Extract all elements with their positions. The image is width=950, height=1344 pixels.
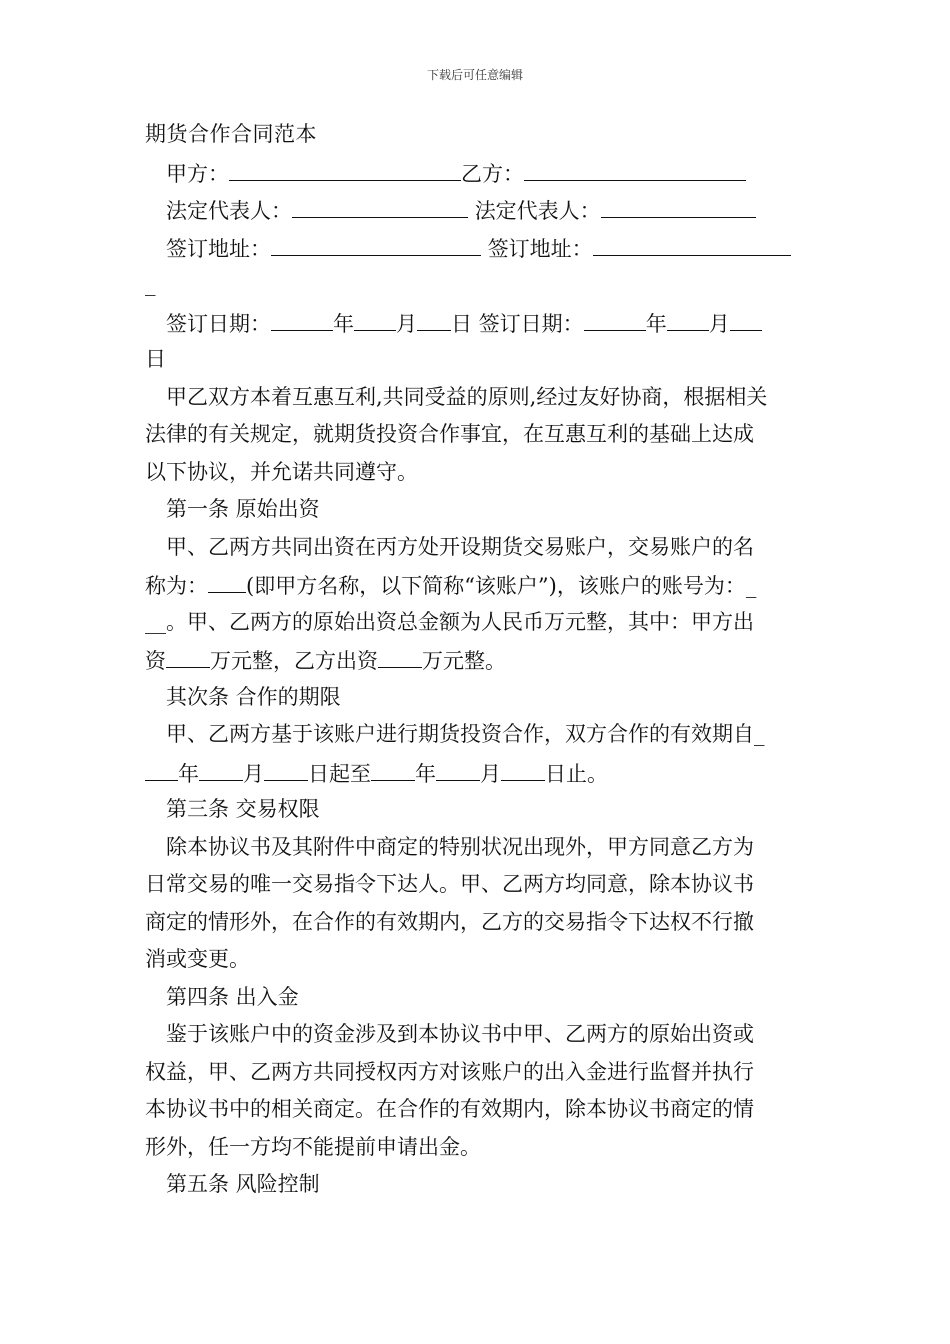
end-year-blank: [371, 754, 415, 781]
article-3-heading: 第三条 交易权限: [166, 797, 320, 821]
party-b-label: 乙方：: [461, 161, 524, 186]
date-a-year: 年: [333, 311, 354, 336]
article-3-line-4: 消或变更。: [145, 947, 250, 971]
article-3-line-2: 日常交易的唯一交易指令下达人。甲、乙两方均同意，除本协议书: [145, 872, 754, 896]
date-a-label: 签订日期：: [166, 311, 271, 336]
date-b-year-blank: [584, 304, 646, 331]
date-b-label: 签订日期：: [478, 311, 584, 336]
date-b-month: 月: [708, 311, 730, 336]
date-b-year: 年: [645, 311, 667, 336]
article-4-line-2: 权益，甲、乙两方共同授权丙方对该账户的出入金进行监督并执行: [145, 1059, 754, 1084]
end-month-blank: [436, 754, 480, 781]
article-5-heading: 第五条 风险控制: [166, 1172, 320, 1196]
date-a-day-blank: [417, 304, 451, 331]
end-month: 月: [480, 761, 501, 786]
document-title: 期货合作合同范本: [145, 122, 317, 146]
header-note: 下载后可任意编辑: [426, 68, 523, 82]
intro-line-2: 法律的有关规定，就期货投资合作事宜，在互惠互利的基础上达成: [145, 422, 754, 446]
date-wrap: 日: [145, 347, 166, 371]
article-4-line-3: 本协议书中的相关商定。在合作的有效期内，除本协议书商定的情: [145, 1097, 754, 1121]
date-a-month: 月: [396, 311, 417, 336]
addr-b-blank: [593, 229, 791, 256]
start-year-blank: [145, 754, 178, 781]
article-4-heading: 第四条 出入金: [166, 984, 299, 1009]
article-4-line-1: 鉴于该账户中的资金涉及到本协议书中甲、乙两方的原始出资或: [166, 1022, 754, 1046]
article-4-line-4: 形外，任一方均不能提前申请出金。: [145, 1134, 481, 1159]
date-a-year-blank: [271, 304, 333, 331]
start-year: 年: [178, 761, 199, 786]
article-1-line-1: 甲、乙两方共同出资在丙方处开设期货交易账户，交易账户的名: [166, 534, 754, 559]
start-day-blank: [264, 754, 308, 781]
contribution-a-label: 资: [145, 649, 166, 673]
article-2-line-1: 甲、乙两方基于该账户进行期货投资合作，双方合作的有效期自_: [166, 722, 765, 746]
date-a-month-blank: [354, 304, 396, 331]
contribution-b-blank: [378, 641, 422, 668]
rep-a-label: 法定代表人：: [166, 199, 292, 223]
account-name-text: (即甲方名称，以下简称“该账户”)，该账户的账号为：_: [246, 574, 757, 598]
address-line: [145, 229, 810, 267]
intro-line-3: 以下协议，并允诺共同遵守。: [145, 459, 418, 484]
start-month: 月: [243, 761, 264, 786]
article-2-line-2: [145, 754, 810, 792]
party-b-blank: [524, 154, 746, 181]
start-day-text: 日起至: [308, 761, 371, 786]
intro-line-1: 甲乙双方本着互惠互利,共同受益的原则,经过友好协商，根据相关: [166, 384, 768, 409]
address-wrap: _: [145, 272, 156, 296]
date-b-month-blank: [667, 304, 709, 331]
party-a-blank: [229, 154, 461, 181]
rep-b-blank: [601, 191, 756, 218]
end-day-text: 日止。: [545, 761, 608, 786]
contribution-a-blank: [166, 641, 210, 668]
date-a-day: 日: [451, 311, 472, 336]
rep-a-blank: [292, 191, 468, 218]
addr-a-blank: [271, 229, 481, 256]
representative-line: [145, 191, 810, 229]
account-name-blank: [208, 566, 246, 593]
article-3-line-1: 除本协议书及其附件中商定的特别状况出现外，甲方同意乙方为: [166, 834, 754, 859]
article-1-line-4: [145, 641, 810, 679]
article-1-line-2: [145, 566, 810, 604]
contribution-end: 万元整。: [422, 649, 506, 673]
contribution-b-label: 万元整，乙方出资: [210, 649, 378, 673]
article-3-line-3: 商定的情形外，在合作的有效期内，乙方的交易指令下达权不行撤: [145, 909, 754, 934]
document-body: [145, 116, 810, 1204]
article-1-line-3: __。甲、乙两方的原始出资总金额为人民币万元整，其中：甲方出: [145, 609, 754, 634]
article-1-heading: 第一条 原始出资: [166, 497, 320, 521]
addr-a-label: 签订地址：: [166, 236, 271, 261]
account-name-label: 称为：: [145, 574, 208, 598]
start-month-blank: [199, 754, 243, 781]
party-line: [145, 154, 810, 192]
addr-b-label: 签订地址：: [487, 236, 593, 261]
date-b-day-blank: [730, 304, 762, 331]
article-2-heading: 其次条 合作的期限: [166, 684, 341, 709]
party-a-label: 甲方：: [166, 161, 229, 186]
end-year: 年: [415, 761, 436, 786]
rep-b-label: 法定代表人：: [474, 199, 601, 223]
end-day-blank: [501, 754, 545, 781]
date-line: [145, 304, 810, 342]
